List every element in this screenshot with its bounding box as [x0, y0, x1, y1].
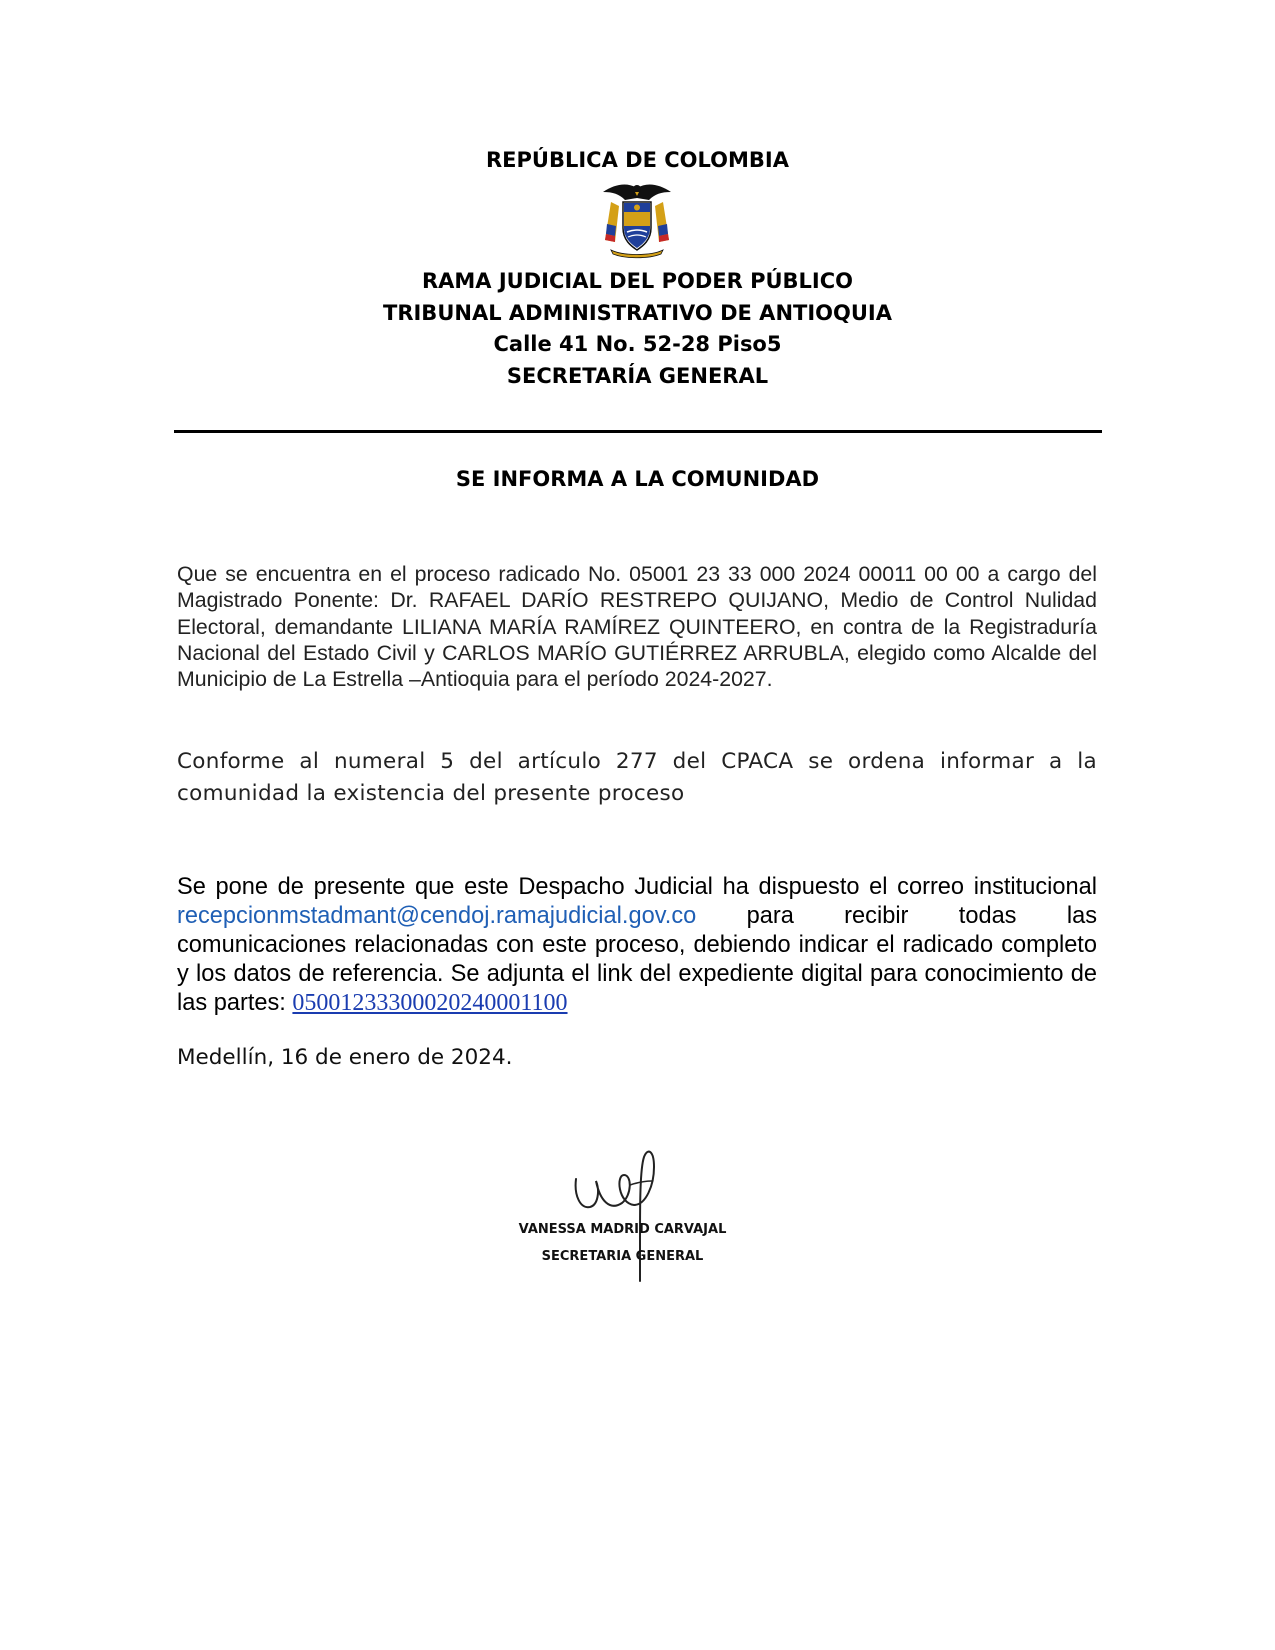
colombia-coat-of-arms-icon [597, 180, 677, 260]
country-heading: REPÚBLICA DE COLOMBIA [486, 148, 789, 172]
contact-paragraph [177, 873, 1097, 1018]
signer-name: VANESSA MADRID CARVAJAL [518, 1222, 727, 1237]
digital-file-link[interactable]: 05001233300020240001100 [292, 990, 568, 1016]
court-heading-block [0, 266, 1275, 392]
institutional-email-link[interactable]: recepcionmstadmant@cendoj.ramajudicial.gov.co [177, 903, 697, 929]
handwritten-signature-icon [570, 1145, 740, 1285]
court-heading: TRIBUNAL ADMINISTRATIVO DE ANTIOQUIA [383, 300, 892, 325]
date-line: Medellín, 16 de enero de 2024. [177, 1045, 513, 1070]
signer-title: SECRETARIA GENERAL [541, 1249, 704, 1264]
cpaca-paragraph: Conforme al numeral 5 del artículo 277 del CPACA se ordena informar a la comunidad la existencia del presente proceso [177, 749, 1097, 806]
branch-heading: RAMA JUDICIAL DEL PODER PÚBLICO [421, 269, 854, 293]
office-heading: SECRETARÍA GENERAL [506, 363, 769, 388]
process-paragraph: Que se encuentra en el proceso radicado No. 05001 23 33 000 2024 00011 00 00 a cargo del Magistrado Ponente: Dr. RAFAEL DARÍO RESTREPO QUIJANO, Medio de Control Nulidad Electoral, demandante LILIANA MARÍA RAMÍREZ QUINTEERO, en contra de la Registraduría Nacional del Estado Civil y CARLOS MARÍO GUTIÉRREZ ARRUBLA, elegido como Alcalde del Municipio de La Estrella –Antioquia para el período 2024-2027. [177, 562, 1097, 692]
notice-title: SE INFORMA A LA COMUNIDAD [455, 467, 820, 491]
contact-intro: Se pone de presente que este Despacho Judicial ha dispuesto el correo institucional [177, 874, 1097, 900]
address-heading: Calle 41 No. 52-28 Piso5 [493, 332, 782, 356]
contact-middle: para recibir todas las comunicaciones relacionadas con este proceso, debiendo indicar el radicado completo y los datos de referencia. Se adjunta el link del expediente digital para conocimiento de las partes: [177, 903, 1097, 1016]
header-divider [174, 430, 1102, 433]
